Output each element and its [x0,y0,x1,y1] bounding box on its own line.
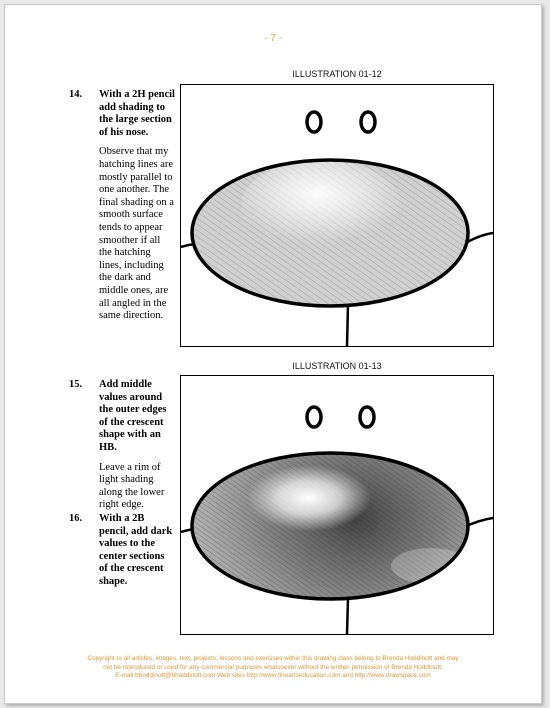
illustration-01-12 [180,84,494,347]
footer-contact: E-mail bhoddinott@bhoddinott.com Web sites http://www.fineartseducation.com and http://www.drawspace.com [115,672,431,680]
document-page [4,4,542,704]
step-number: 15. [69,379,83,390]
step-16 [69,513,175,589]
nose-drawing-dark [181,376,493,634]
step-number: 16. [69,513,83,524]
page-number: - 7 - [264,33,282,44]
footer-line: not be reproduced or used for any commercial purposes whatsoever without the written permission of Brenda Hoddinott. [103,663,443,671]
nose-drawing-light [181,85,493,346]
step-number: 14. [69,89,83,100]
illustration-caption: ILLUSTRATION 01-13 [292,361,382,371]
copyright-footer [35,655,511,681]
step-title: Add middle values around the outer edges of the crescent shape with an HB. [99,379,167,453]
footer-line: Copyright to all articles, images, text, projects, lessons and exercises within this drawing class belong to Brenda Hoddinott and may [87,655,459,662]
step-title: With a 2H pencil add shading to the large section of his nose. [99,89,175,138]
step-body: Leave a rim of light shading along the lower right edge. [99,461,165,511]
illustration-caption: ILLUSTRATION 01-12 [292,69,382,79]
step-body: Observe that my hatching lines are mostly parallel to one another. The final shading on a smooth surface tends to appear smoother if all the hatching lines, including the dark and middle ones, are all angled in the same direction. [99,146,174,322]
step-15 [69,379,175,512]
step-title: With a 2B pencil, add dark values to the center sections of the crescent shape. [99,513,173,587]
illustration-01-13 [180,375,494,635]
step-14 [69,89,175,323]
